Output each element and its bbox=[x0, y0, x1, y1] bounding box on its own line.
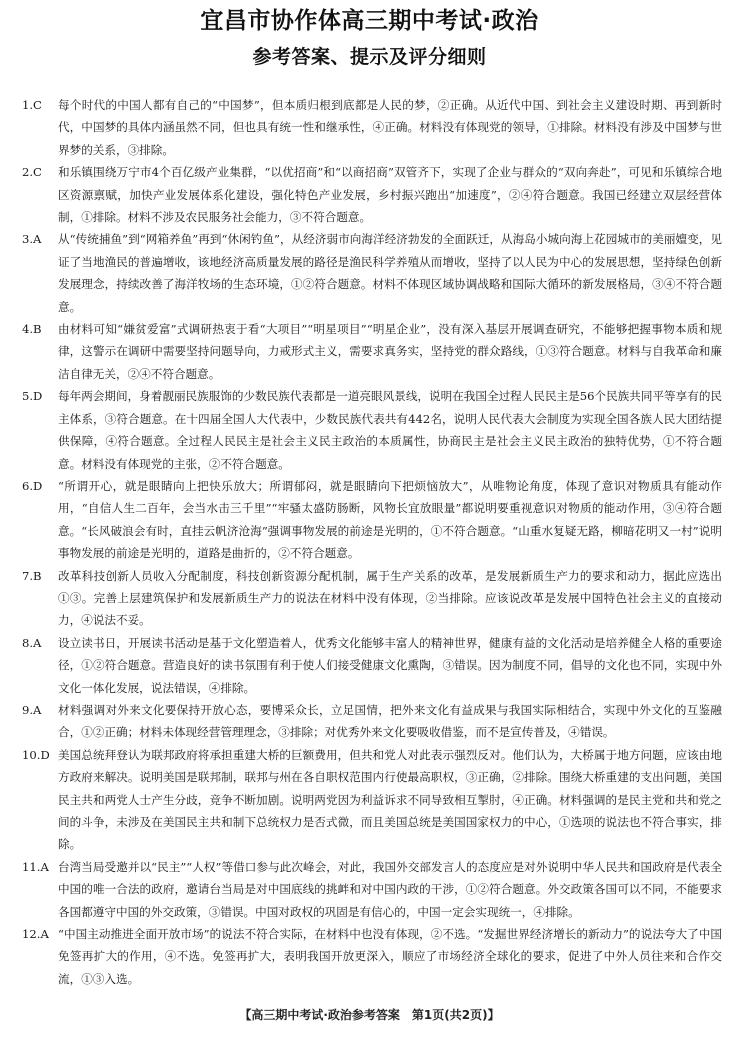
answer-item-9 bbox=[22, 699, 722, 744]
answer-number: 7.B bbox=[22, 568, 42, 583]
answer-item-12 bbox=[22, 923, 722, 990]
answer-explanation: 材料强调对外来文化要保持开放心态，要博采众长，立足国情，把外来文化有益成果与我国实际相结合，实现中外文化的互鉴融合，①②正确；材料未体现经营管理理念，③排除；对优秀外来文化要吸收借鉴，而不是宣传普及，④错误。 bbox=[58, 702, 722, 740]
answer-explanation: 设立读书日，开展读书活动是基于文化塑造着人，优秀文化能够丰富人的精神世界，健康有益的文化活动是培养健全人格的重要途径，①②符合题意。营造良好的读书氛围有利于使人们接受健康文化熏陶，③错误。因为制度不同，倡导的文化也不同，实现中外文化一体化发展，说法错误，④排除。 bbox=[58, 635, 722, 695]
answer-item-3 bbox=[22, 228, 722, 318]
answer-item-10 bbox=[22, 744, 722, 856]
answer-number: 4.B bbox=[22, 322, 42, 337]
answer-item-4 bbox=[22, 318, 722, 385]
answer-explanation: 每年两会期间，身着靓丽民族服饰的少数民族代表都是一道亮眼风景线，说明在我国全过程人民民主是56个民族共同平等享有的民主体系，③符合题意。在十四届全国人大代表中，少数民族代表共有442名，说明人民代表大会制度为实现全国各族人民大团结提供保障，④符合题意。全过程人民民主是社会主义民主政治的本质属性，协商民主是社会主义民主政治的独特优势，①不符合题意。材料没有体现党的主张，②不符合题意。 bbox=[58, 389, 723, 471]
answer-explanation: 改革科技创新人员收入分配制度，科技创新资源分配机制，属于生产关系的改革，是发展新质生产力的要求和动力，据此应选出①③。完善上层建筑保护和发展新质生产力的说法在材料中没有体现，②当排除。应该说改革是发展中国特色社会主义的直接动力，④说法不妥。 bbox=[58, 568, 722, 628]
answer-number: 3.A bbox=[22, 232, 42, 247]
answer-explanation: 由材料可知“嫌贫爱富”式调研热衷于看“大项目”“明星项目”“明星企业”，没有深入基层开展调查研究，不能够把握事物本质和规律，这警示在调研中需要坚持问题导向，力戒形式主义，需要求真务实，坚持党的群众路线，①③符合题意。材料与自我革命和廉洁自律无关，②④不符合题意。 bbox=[58, 322, 722, 381]
answer-item-2 bbox=[22, 161, 722, 228]
answer-explanation: 从“传统捕鱼”到“网箱养鱼”再到“休闲钓鱼”，从经济弱市向海洋经济勃发的全面跃迁，从海岛小城向海上花园城市的美丽嬗变，见证了当地渔民的普遍增收，该地经济高质量发展的路径是渔民科学养殖从而增收，坚持了以人民为中心的发展思想，坚持绿色创新发展理念，持续改善了海洋牧场的生态环境，①②符合题意。材料不体现区域协调战略和国际大循环的新发展格局，③④不符合题意。 bbox=[58, 232, 722, 314]
answer-item-5 bbox=[22, 385, 722, 475]
answer-number: 2.C bbox=[22, 165, 42, 180]
answer-explanation: 和乐镇围绕万宁市4个百亿级产业集群，“以优招商”和“以商招商”双管齐下，实现了企业与群众的“双向奔赴”，可见和乐镇综合地区资源禀赋，加快产业发展体系化建设，强化特色产业发展，乡村振兴跑出“加速度”，②④符合题意。我国已经建立双层经营体制，①排除。材料不涉及农民服务社会能力，③不符合题意。 bbox=[58, 165, 722, 225]
answer-number: 1.C bbox=[22, 98, 42, 112]
page-footer: 【高三期中考试·政治参考答案 第1页(共2页)】 bbox=[239, 1008, 500, 1022]
answer-explanation: “所谓开心，就是眼睛向上把快乐放大；所谓郁闷，就是眼睛向下把烦恼放大”，从唯物论角度，体现了意识对物质具有能动作用，“自信人生二百年，会当水击三千里”“牢骚太盛防肠断，风物长宜放眼量”都说明要重视意识对物质的能动作用，③④符合题意。“长风破浪会有时，直挂云帆济沧海”强调事物发展的前途是光明的，①不符合题意。“山重水复疑无路，柳暗花明又一村”说明事物发展的前途是光明的，道路是曲折的，②不符合题意。 bbox=[58, 478, 722, 561]
answer-item-7 bbox=[22, 565, 722, 632]
answer-explanation: 美国总统拜登认为联邦政府将承担重建大桥的巨额费用，但共和党人对此表示强烈反对。他们认为，大桥属于地方问题，应该由地方政府来解决。说明美国是联邦制，联邦与州在各自职权范围内行使最高职权，③正确，②排除。围绕大桥重建的支出问题，美国民主共和两党人士产生分歧，竞争不断加剧。说明两党因为利益诉求不同导致相互掣肘，④正确。材料强调的是民主党和共和党之间的斗争，未涉及在美国民主共和制下总统权力是否式微，而且美国总统是美国国家权力的中心，①选项的说法也不符合事实，排除。 bbox=[58, 747, 722, 852]
page-title: 宜昌市协作体高三期中考试·政治 bbox=[200, 8, 539, 34]
answer-item-1 bbox=[22, 94, 722, 161]
answer-explanation: 每个时代的中国人都有自己的“中国梦”，但本质归根到底都是人民的梦，②正确。从近代中国、到社会主义建设时期、再到新时代，中国梦的具体内涵虽然不同，但也具有统一性和继承性，④正确。材料没有体现党的领导，①排除。材料没有涉及中国梦与世界梦的关系，③排除。 bbox=[58, 98, 722, 157]
answer-item-6 bbox=[22, 475, 722, 565]
page-subtitle: 参考答案、提示及评分细则 bbox=[252, 46, 487, 68]
answer-number: 8.A bbox=[22, 635, 42, 650]
answer-item-8 bbox=[22, 632, 722, 699]
answer-number: 10.D bbox=[22, 747, 50, 762]
answer-item-11 bbox=[22, 856, 722, 923]
answer-number: 11.A bbox=[22, 859, 49, 874]
answer-number: 12.A bbox=[22, 927, 49, 942]
answer-number: 9.A bbox=[22, 702, 42, 717]
answer-number: 6.D bbox=[22, 478, 43, 493]
answer-explanation: 台湾当局受邀并以“民主”“人权”等借口参与此次峰会，对此，我国外交部发言人的态度应是对外说明中华人民共和国政府是代表全中国的唯一合法的政府，邀请台当局是对中国底线的挑衅和对中国内政的干涉，①②符合题意。外交政策各国可以不同，不能要求各国都遵守中国的外交政策，③错误。中国对政权的巩固是有信心的，中国一定会实现统一，④排除。 bbox=[58, 859, 722, 919]
answer-list bbox=[22, 94, 722, 990]
answer-number: 5.D bbox=[22, 389, 43, 404]
answer-explanation: “中国主动推进全面开放市场”的说法不符合实际，在材料中也没有体现，②不选。“发掘世界经济增长的新动力”的说法夸大了中国免签再扩大的作用，④不选。免签再扩大，表明我国开放更深入，顺应了市场经济全球化的要求，促进了中外人员往来和合作交流，①③入选。 bbox=[58, 927, 722, 986]
